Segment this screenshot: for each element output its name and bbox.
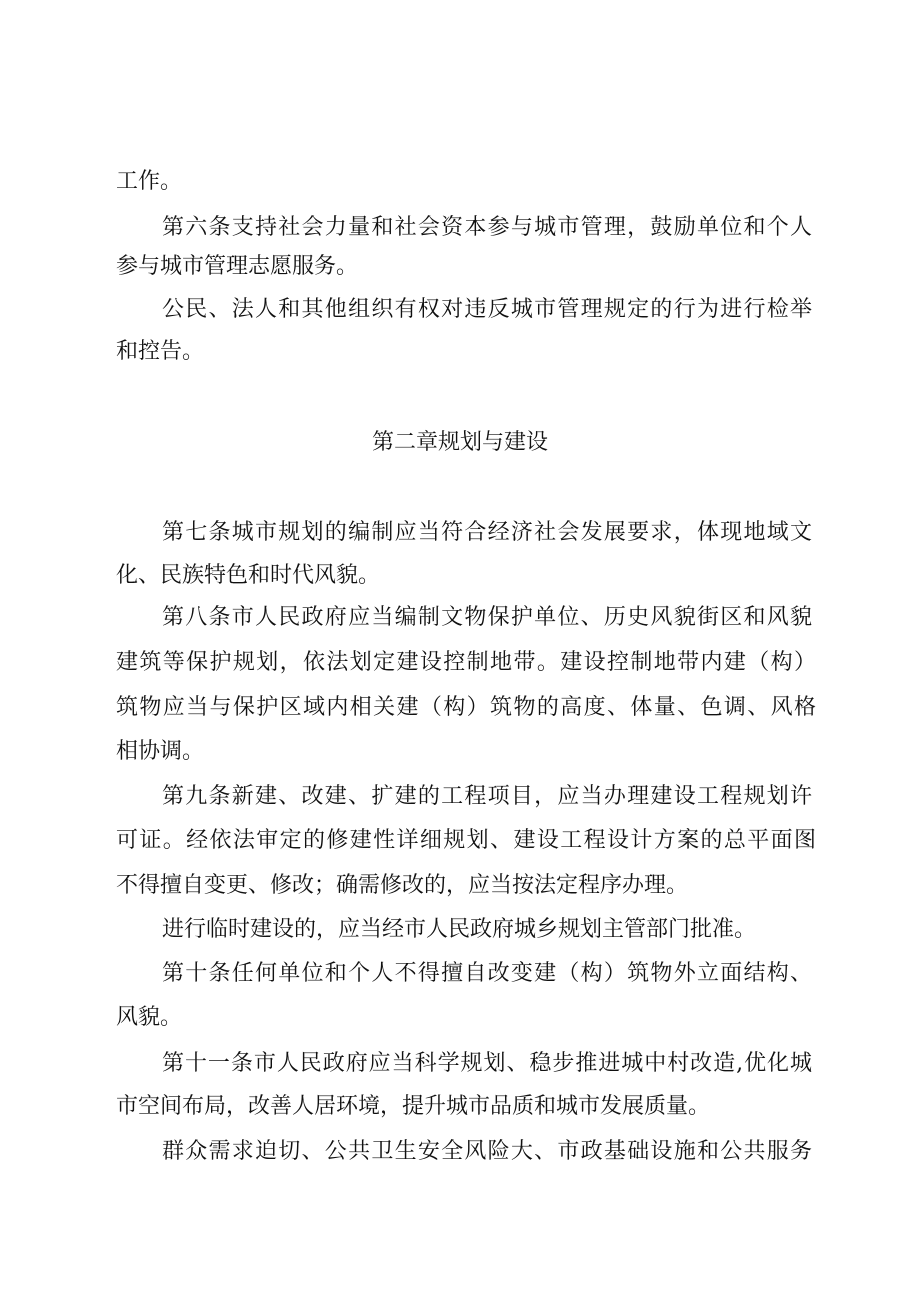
- paragraph-line: 参与城市管理志愿服务。: [116, 254, 359, 279]
- paragraph-line: 第十条任何单位和个人不得擅自改变建（构）筑物外立面结构、: [162, 961, 812, 986]
- paragraph-line: 第十一条市人民政府应当科学规划、稳步推进城中村改造,优化城: [162, 1051, 812, 1076]
- chapter-heading: 第二章规划与建设: [371, 430, 548, 455]
- paragraph-line: 工作。: [116, 169, 183, 194]
- paragraph-line: 和控告。: [116, 339, 205, 364]
- paragraph-line: 群众需求迫切、公共卫生安全风险大、市政基础设施和公共服务: [162, 1139, 812, 1164]
- paragraph-line: 第六条支持社会力量和社会资本参与城市管理，鼓励单位和个人: [162, 215, 812, 240]
- paragraph-line: 第七条城市规划的编制应当符合经济社会发展要求，体现地域文: [162, 520, 812, 545]
- paragraph-line: 筑物应当与保护区域内相关建（构）筑物的高度、体量、色调、风格: [116, 695, 816, 720]
- paragraph-line: 化、民族特色和时代风貌。: [116, 563, 381, 588]
- paragraph-line: 第九条新建、改建、扩建的工程项目，应当办理建设工程规划许: [162, 784, 812, 809]
- paragraph-line: 可证。经依法审定的修建性详细规划、建设工程设计方案的总平面图: [116, 828, 816, 853]
- paragraph-line: 相协调。: [116, 739, 205, 764]
- paragraph-line: 建筑等保护规划，依法划定建设控制地带。建设控制地带内建（构）: [116, 650, 816, 675]
- paragraph-line: 第八条市人民政府应当编制文物保护单位、历史风貌街区和风貌: [162, 605, 812, 630]
- paragraph-line: 市空间布局，改善人居环境，提升城市品质和城市发展质量。: [116, 1094, 711, 1119]
- paragraph-line: 公民、法人和其他组织有权对违反城市管理规定的行为进行检举: [162, 297, 812, 322]
- paragraph-line: 不得擅自变更、修改；确需修改的，应当按法定程序办理。: [116, 873, 689, 898]
- paragraph-line: 进行临时建设的，应当经市人民政府城乡规划主管部门批准。: [162, 917, 757, 942]
- paragraph-line: 风貌。: [116, 1005, 183, 1030]
